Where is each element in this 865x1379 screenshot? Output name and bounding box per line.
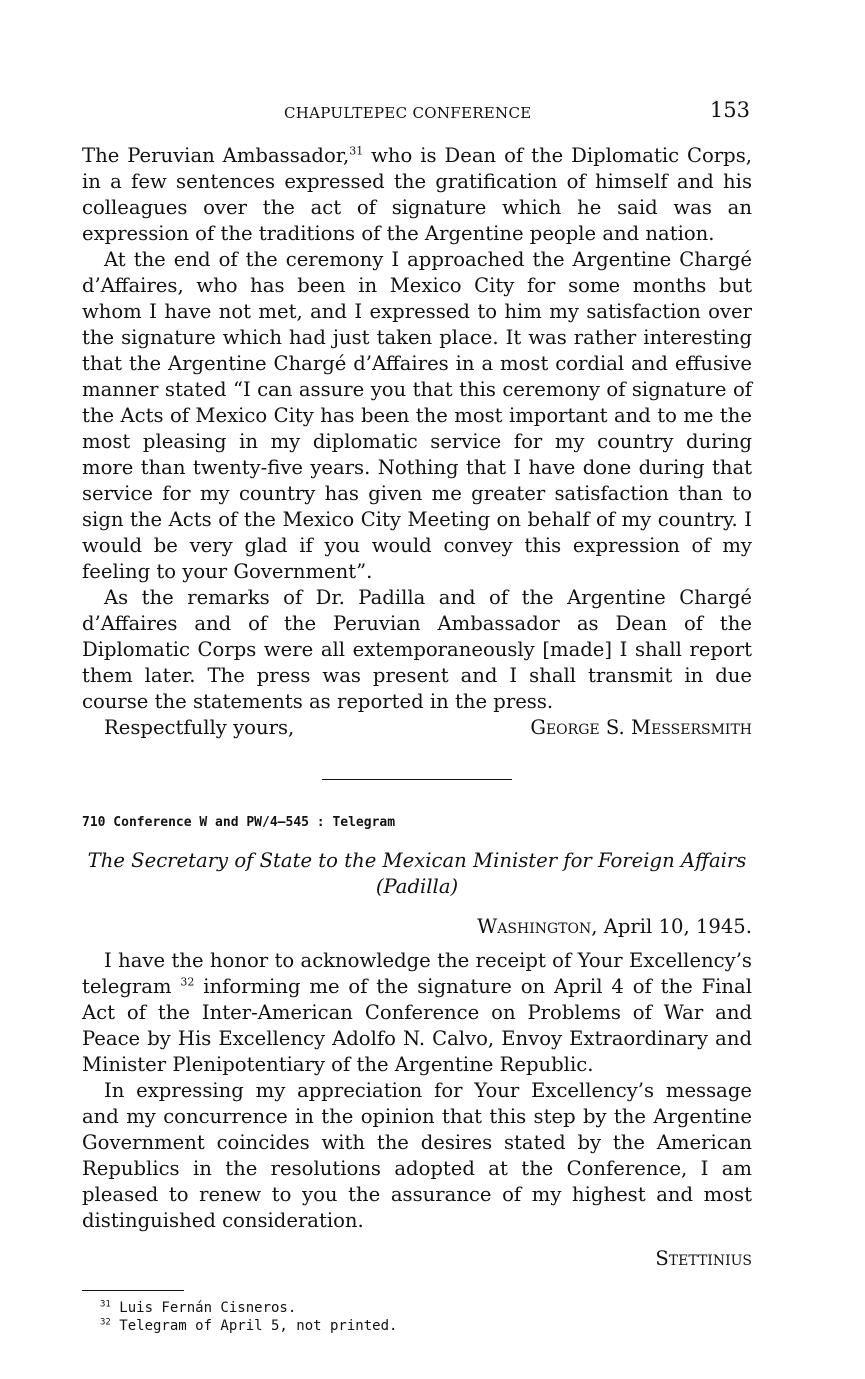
- footnote-32: $^{32}$ Telegram of April 5, not printed.: [100, 1317, 398, 1334]
- letter-paragraph-2: At the end of the ceremony I approached the Argentine Chargé d’Affaires, who has been in Mexico City for some months but whom I have not met, and I expressed to him my satisfaction over the signature which had just taken place. It was rather interesting that the Argentine Chargé d’Affaires in a most cordial and effusive manner stated “I can assure you that this ceremony of signature of the Acts of Mexico City has been the most important and to me the most pleasing in my diplomatic service for my country during more than twenty-five years. Nothing that I have done during that service for my country has given me greater satisfaction than to sign the Acts of the Mexico City Meeting on behalf of my country. I would be very glad if you would convey this expression of my feeling to your Government”.: [82, 248, 752, 583]
- dateline: [82, 914, 752, 940]
- dateline-place: Washington,: [477, 915, 598, 938]
- footnote-ref-31[interactable]: 31: [349, 144, 364, 158]
- footnotes: [82, 1299, 752, 1335]
- page-number: 153: [709, 98, 750, 122]
- complimentary-close: Respectfully yours,: [104, 716, 295, 739]
- footnote-divider: [82, 1290, 184, 1291]
- heading-line-1: The Secretary of State to the Mexican Minister for Foreign Affairs: [87, 849, 747, 872]
- telegram-paragraph-1: I have the honor to acknowledge the receipt of Your Excellency’s telegram $^{32}$ informing me of the signature on April 4 of the Final Act of the Inter-American Conference on Problems of War and Peace by His Excellency Adolfo N. Calvo, Envoy Extraordinary and Minister Plenipotentiary of the Argentine Republic.: [82, 949, 752, 1076]
- heading-line-2: (Padilla): [375, 875, 459, 898]
- running-head-title: CHAPULTEPEC CONFERENCE: [284, 104, 532, 122]
- dateline-date: April 10, 1945.: [597, 915, 752, 938]
- file-reference: 710 Conference W and PW/4–545 : Telegram: [82, 815, 396, 830]
- letter-paragraph-1: The Peruvian Ambassador,$^{31}$ who is Dean of the Diplomatic Corps, in a few sentences expressed the gratification of himself and his colleagues over the act of signature which he said was an expression of the traditions of the Argentine people and nation.: [82, 144, 752, 245]
- page-body: [82, 143, 752, 1335]
- footnote-31: $^{31}$ Luis Fernán Cisneros.: [100, 1299, 297, 1316]
- letter-paragraph-3: As the remarks of Dr. Padilla and of the Argentine Chargé d’Affaires and of the Peruvian Ambassador as Dean of the Diplomatic Corps were all extemporaneously [made] I shall report them later. The press was present and I shall transmit in due course the statements as reported in the press.: [82, 586, 752, 713]
- document-heading: [82, 848, 752, 900]
- telegram-signature: Stettinius: [655, 1247, 752, 1270]
- section-divider: [322, 779, 512, 780]
- telegram-paragraph-2: In expressing my appreciation for Your Excellency’s message and my concurrence in the opinion that this step by the Argentine Government coincides with the desires stated by the American Republics in the resolutions adopted at the Conference, I am pleased to renew to you the assurance of my highest and most distinguished consideration.: [82, 1079, 752, 1232]
- running-head: [82, 98, 752, 128]
- letter-signature: George S. Messersmith: [530, 716, 752, 739]
- footnote-ref-32[interactable]: 32: [180, 975, 195, 989]
- letter-closing: [82, 715, 752, 741]
